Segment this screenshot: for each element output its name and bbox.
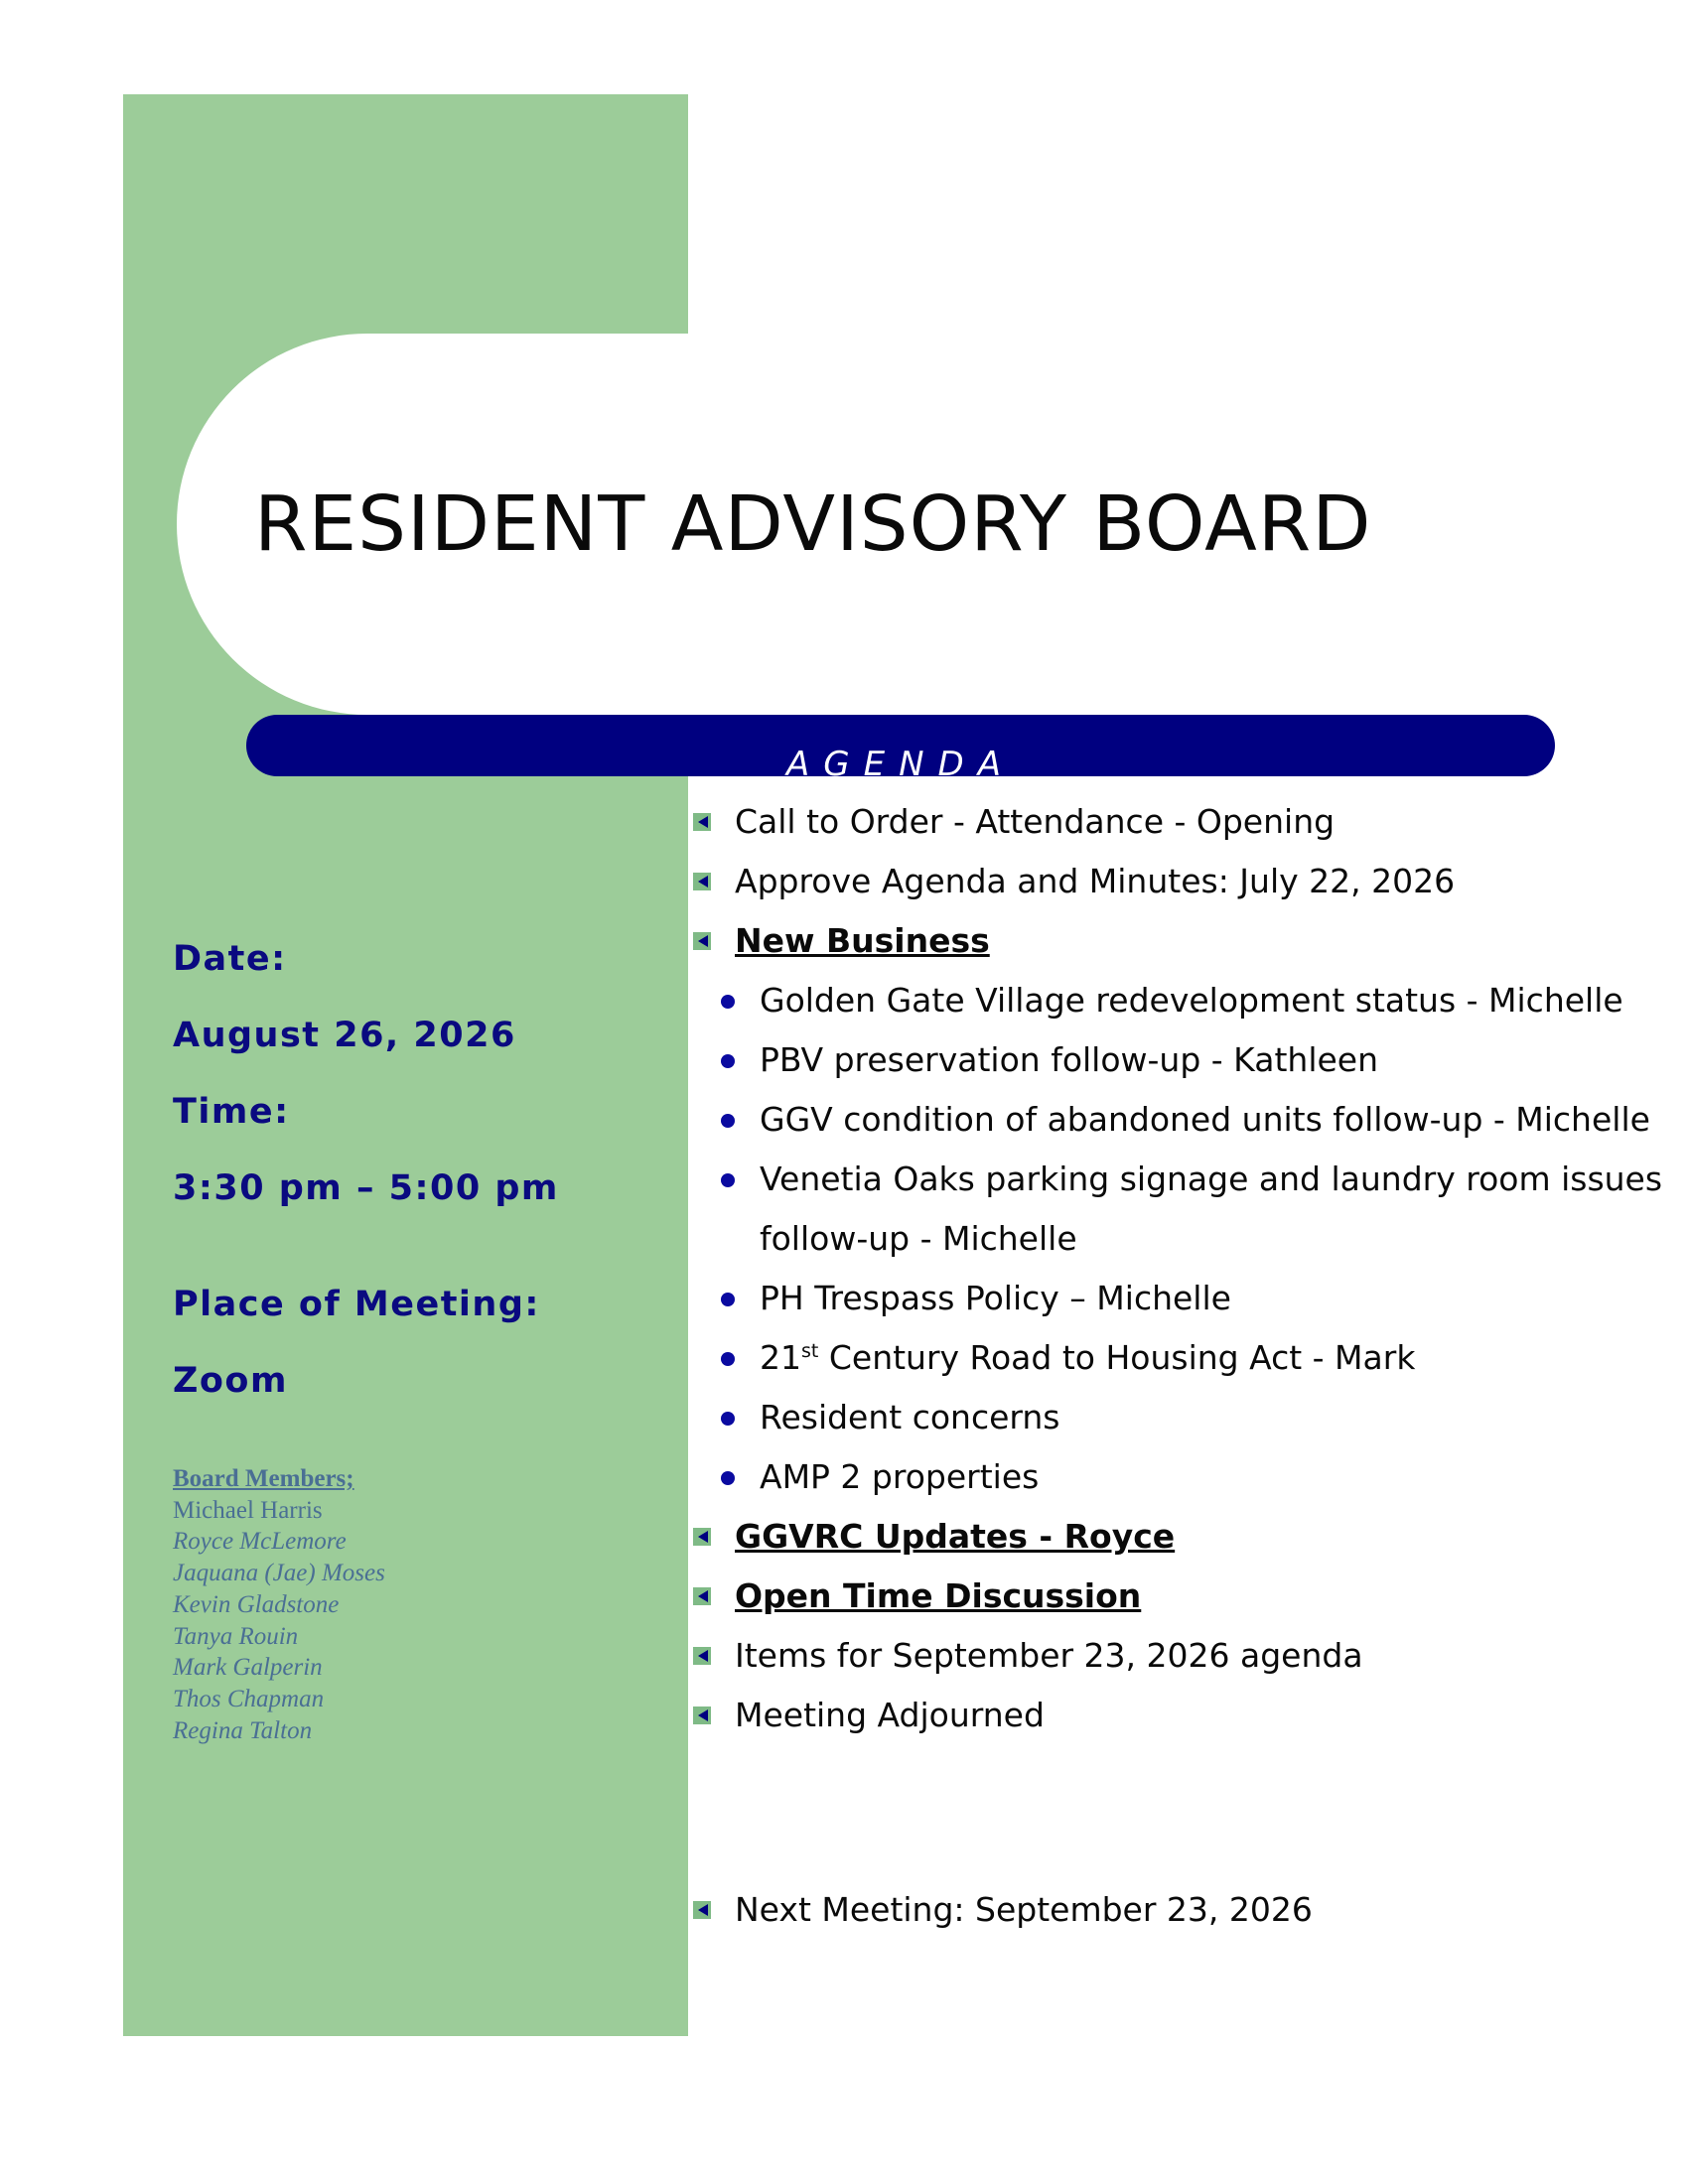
dot-bullet-icon (721, 1352, 735, 1366)
dot-bullet-icon (721, 1054, 735, 1068)
board-member: Tanya Rouin (173, 1622, 299, 1650)
board-member: Thos Chapman (173, 1685, 325, 1712)
agenda-item: Call to Order - Attendance - Opening (735, 802, 1336, 841)
place-label: Place of Meeting: (173, 1285, 540, 1324)
board-member: Mark Galperin (173, 1654, 323, 1682)
square-bullet-icon (693, 813, 711, 831)
board-members-heading: Board Members; (173, 1465, 354, 1492)
dot-bullet-icon (721, 995, 735, 1009)
date-value: August 26, 2026 (173, 1016, 516, 1055)
agenda-bar (246, 715, 1555, 776)
dot-bullet-icon (721, 1471, 735, 1485)
square-bullet-icon (693, 1587, 711, 1605)
square-bullet-icon (693, 1528, 711, 1546)
agenda-item: Approve Agenda and Minutes: July 22, 2026 (735, 862, 1456, 900)
board-member: Michael Harris (173, 1496, 323, 1524)
sub-item: Venetia Oaks parking signage and laundry room issues (760, 1160, 1663, 1198)
agenda-section-new-business: New Business (735, 921, 990, 960)
sub-item-continued: follow-up - Michelle (760, 1219, 1077, 1258)
agenda-item: Items for September 23, 2026 agenda (735, 1636, 1363, 1675)
square-bullet-icon (693, 1647, 711, 1665)
square-bullet-icon (693, 1706, 711, 1724)
dot-bullet-icon (721, 1173, 735, 1187)
date-label: Date: (173, 939, 287, 979)
dot-bullet-icon (721, 1412, 735, 1426)
sub-item: GGV condition of abandoned units follow-up - Michelle (760, 1100, 1650, 1139)
square-bullet-icon (693, 932, 711, 950)
page-title: RESIDENT ADVISORY BOARD (254, 480, 1372, 569)
sub-item: Golden Gate Village redevelopment status - Michelle (760, 981, 1623, 1020)
agenda-section-ggvrc: GGVRC Updates - Royce (735, 1517, 1176, 1556)
sub-item (760, 1338, 1415, 1377)
agenda-item: Meeting Adjourned (735, 1696, 1045, 1734)
board-member: Kevin Gladstone (173, 1590, 340, 1618)
board-member: Royce McLemore (173, 1528, 347, 1556)
sub-item: PBV preservation follow-up - Kathleen (760, 1040, 1379, 1079)
ordinal-suffix: st (801, 1340, 819, 1362)
sub-item-text: Century Road to Housing Act - Mark (818, 1338, 1416, 1377)
agenda-section-open-time: Open Time Discussion (735, 1576, 1142, 1615)
board-member: Regina Talton (173, 1716, 313, 1744)
sub-item: PH Trespass Policy – Michelle (760, 1279, 1231, 1317)
sub-item-number: 21 (760, 1338, 801, 1377)
board-members (173, 1463, 385, 1746)
board-member: Jaquana (Jae) Moses (173, 1560, 385, 1587)
time-label: Time: (173, 1092, 290, 1132)
dot-bullet-icon (721, 1293, 735, 1306)
dot-bullet-icon (721, 1114, 735, 1128)
next-meeting: Next Meeting: September 23, 2026 (735, 1890, 1313, 1929)
time-value: 3:30 pm – 5:00 pm (173, 1168, 559, 1208)
agenda-label: AGENDA (786, 745, 1015, 776)
sub-item: AMP 2 properties (760, 1457, 1040, 1496)
sub-item: Resident concerns (760, 1398, 1060, 1436)
meeting-info (173, 921, 559, 1420)
square-bullet-icon (693, 873, 711, 890)
place-value: Zoom (173, 1361, 288, 1401)
square-bullet-icon (693, 1901, 711, 1919)
